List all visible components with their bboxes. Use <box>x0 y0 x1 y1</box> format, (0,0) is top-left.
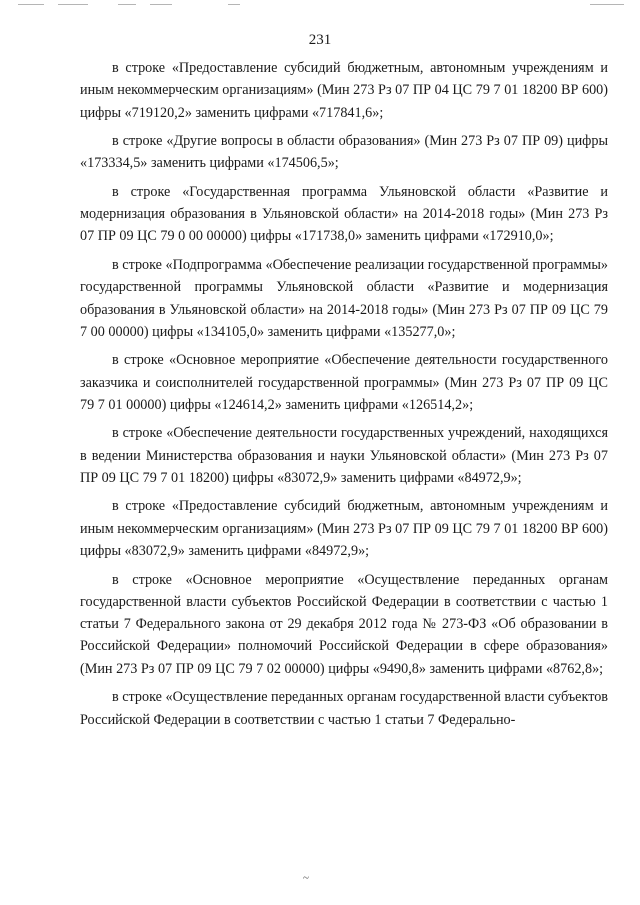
scan-edge-marks <box>0 4 640 10</box>
scan-mark <box>18 4 44 5</box>
document-body <box>80 57 608 737</box>
paragraph: в строке «Обеспечение деятельности государственных учреждений, находящихся в ведении Министерства образования и науки Ульяновской области» (Мин 273 Рз 07 ПР 09 ЦС 79 7 01 18200) цифры «83072,9» заменить цифрами «84972,9»; <box>80 425 608 486</box>
page-number: 231 <box>308 32 332 48</box>
paragraph: в строке «Предоставление субсидий бюджетным, автономным учреждениям и иным некоммерческим организациям» (Мин 273 Рз 07 ПР 09 ЦС 79 7 01 18200 ВР 600) цифры «83072,9» заменить цифрами «84972,9»; <box>80 498 608 560</box>
scan-mark <box>590 4 624 5</box>
paragraph: в строке «Основное мероприятие «Обеспечение деятельности государственного заказчика и соисполнителей государственной программы» (Мин 273 Рз 07 ПР 09 ЦС 79 7 01 00000) цифры «124614,2» заменить цифрами «126514,2»; <box>80 352 608 413</box>
scan-mark <box>150 4 172 5</box>
scan-mark <box>58 4 88 5</box>
scan-mark <box>228 4 240 5</box>
paragraph: в строке «Подпрограмма «Обеспечение реализации государственной программы» государственной программы Ульяновской области «Развитие и модернизация образования в Ульяновской области» на 2014-2018 годы» (Мин 273 Рз 07 ПР 09 ЦС 79 7 00 00000) цифры «134105,0» заменить цифрами «135277,0»; <box>80 256 608 340</box>
paragraph: в строке «Другие вопросы в области образования» (Мин 273 Рз 07 ПР 09) цифры «173334,5» заменить цифрами «174506,5»; <box>80 133 608 172</box>
footer-scan-mark: ~ <box>303 872 309 884</box>
scan-mark <box>118 4 136 5</box>
paragraph: в строке «Осуществление переданных органам государственной власти субъектов Российской Федерации в соответствии с частью 1 статьи 7 Федерально- <box>80 689 608 728</box>
paragraph: в строке «Государственная программа Ульяновской области «Развитие и модернизация образования в Ульяновской области» на 2014-2018 годы» (Мин 273 Рз 07 ПР 09 ЦС 79 0 00 00000) цифры «171738,0» заменить цифрами «172910,0»; <box>80 183 608 245</box>
paragraph: в строке «Предоставление субсидий бюджетным, автономным учреждениям и иным некоммерческим организациям» (Мин 273 Рз 07 ПР 04 ЦС 79 7 01 18200 ВР 600) цифры «719120,2» заменить цифрами «717841,6»; <box>80 60 608 121</box>
paragraph: в строке «Основное мероприятие «Осуществление переданных органам государственной власти субъектов Российской Федерации в соответствии с частью 1 статьи 7 Федерального закона от 29 декабря 2012 года № 273-ФЗ «Об образовании в Российской Федерации» полномочий Российской Федерации в сфере образования» (Мин 273 Рз 07 ПР 09 ЦС 79 7 02 00000) цифры «9490,8» заменить цифрами «8762,8»; <box>80 571 608 677</box>
